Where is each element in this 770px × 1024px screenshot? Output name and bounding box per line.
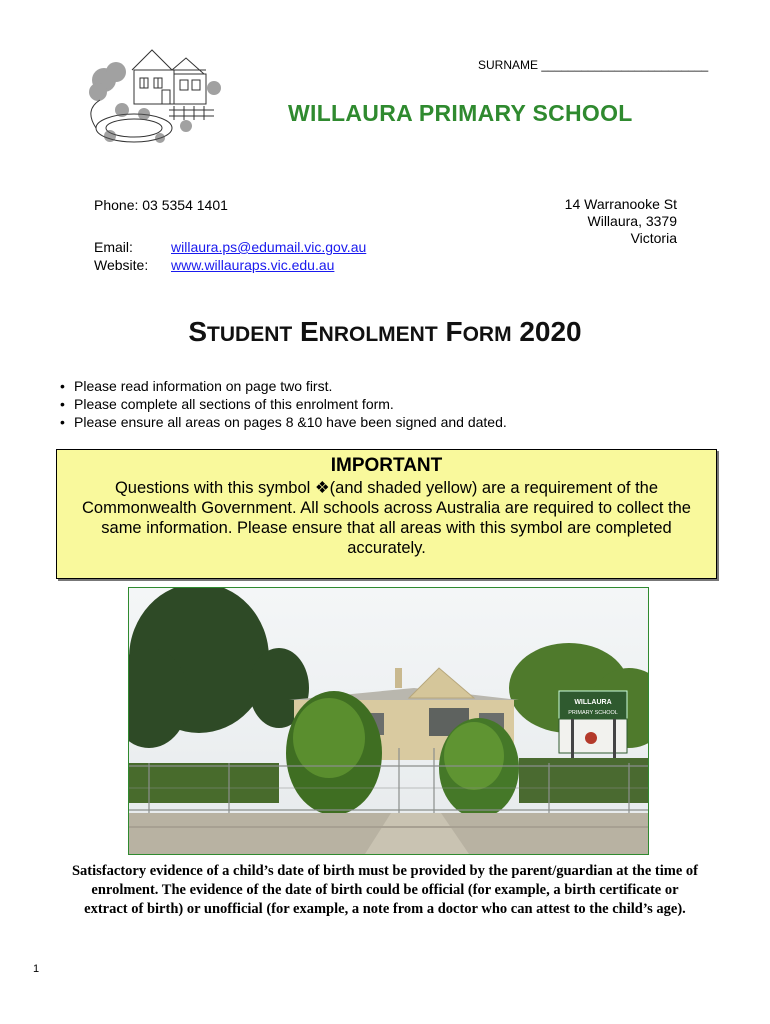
instruction-item: • Please ensure all areas on pages 8 &10 have been signed and dated. <box>58 413 507 431</box>
surname-field-label: SURNAME _________________________ <box>478 58 709 72</box>
address-street: 14 Warranooke St <box>564 196 677 212</box>
address-town: Willaura, 3379 <box>587 213 677 229</box>
title-e-cap: E <box>299 316 319 347</box>
instruction-item: • Please complete all sections of this enrolment form. <box>58 395 507 413</box>
title-year: 2020 <box>519 316 582 347</box>
important-notice-box <box>56 449 717 579</box>
title-s-cap: S <box>188 316 208 347</box>
school-photo <box>128 587 649 855</box>
sign-line-2: PRIMARY SCHOOL <box>568 710 618 716</box>
instructions-list <box>58 377 507 431</box>
phone-number: Phone: 03 5354 1401 <box>94 197 228 213</box>
website-link[interactable]: www.willauraps.vic.edu.au <box>171 257 335 273</box>
title-f-cap: F <box>445 316 463 347</box>
birth-evidence-note: Satisfactory evidence of a child’s date of birth must be provided by the parent/guardian at the time of enrolment. The evidence of the date of birth could be official (for example, a birth certificate or extract of birth) or unofficial (for example, a note from a doctor who can attest to the child’s age). <box>71 863 699 917</box>
important-body-text: Questions with this symbol ❖(and shaded yellow) are a requirement of the Commonwealth Government. All schools across Australia are required to collect the same information. Please ensure that all areas with this symbol are completed accurately. <box>82 479 691 557</box>
sign-line-1: WILLAURA <box>574 699 612 706</box>
address-state: Victoria <box>630 230 677 246</box>
website-label: Website: <box>94 257 149 273</box>
title-f-rest: ORM <box>462 323 512 346</box>
email-label: Email: <box>94 239 133 255</box>
title-e-rest: NROLMENT <box>318 323 438 346</box>
school-address <box>565 196 677 247</box>
form-title <box>0 316 770 348</box>
school-name-heading: WILLAURA PRIMARY SCHOOL <box>288 100 633 126</box>
title-s-rest: TUDENT <box>207 323 293 346</box>
school-logo-sketch <box>74 40 224 160</box>
page-number: 1 <box>33 963 40 975</box>
important-heading: IMPORTANT <box>330 455 443 476</box>
email-link[interactable]: willaura.ps@edumail.vic.gov.au <box>171 239 367 255</box>
instruction-item: • Please read information on page two first. <box>58 377 507 395</box>
